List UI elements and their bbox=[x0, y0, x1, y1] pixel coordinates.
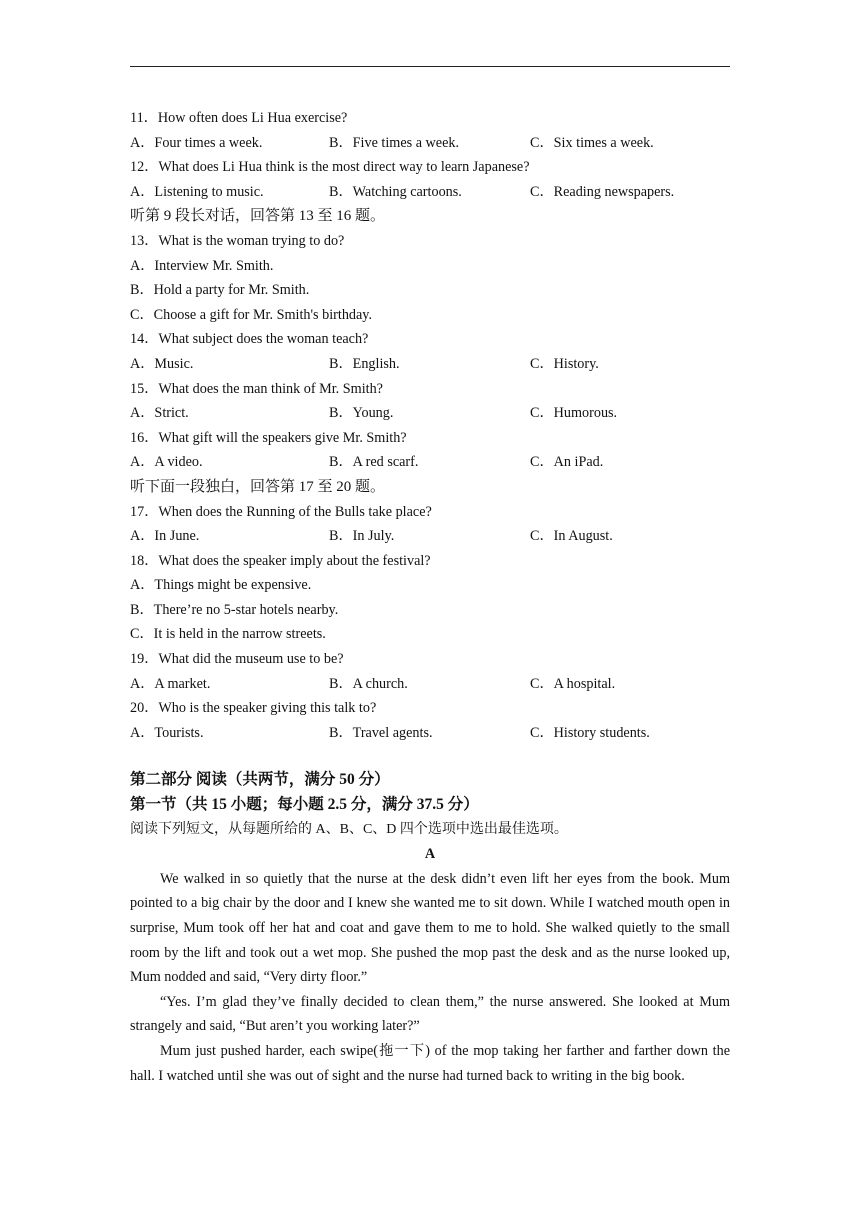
instruction-dialogue-9: 听第 9 段长对话，回答第 13 至 16 题。 bbox=[130, 208, 386, 225]
question-18-option-a: A．Things might be expensive. bbox=[130, 577, 312, 594]
question-17: 17．When does the Running of the Bulls take place? bbox=[130, 503, 432, 520]
question-15-options bbox=[130, 401, 730, 426]
question-13: 13．What is the woman trying to do? bbox=[130, 232, 345, 249]
question-15: 15．What does the man think of Mr. Smith? bbox=[130, 380, 383, 397]
option-b: B．In July. bbox=[329, 528, 395, 545]
question-11: 11．How often does Li Hua exercise? bbox=[130, 110, 348, 126]
paragraph-text: Mum just pushed harder, each swipe(拖一下) of the mop taking her farther and farther down the hall. I watched until she was out of sight and the nurse had turned back to writing in the big book. bbox=[130, 1042, 730, 1084]
question-13-option-c: C．Choose a gift for Mr. Smith's birthday. bbox=[130, 306, 373, 323]
question-13-option-b: B．Hold a party for Mr. Smith. bbox=[130, 282, 310, 299]
question-18: 18．What does the speaker imply about the festival? bbox=[130, 552, 431, 569]
paragraph-text: “Yes. I’m glad they’ve finally decided to clean them,” the nurse answered. She looked at Mum strangely and said, “But aren’t you working later?” bbox=[130, 993, 730, 1035]
question-20: 20．Who is the speaker giving this talk to? bbox=[130, 700, 377, 717]
question-19: 19．What did the museum use to be? bbox=[130, 651, 344, 668]
option-a: A．Tourists. bbox=[130, 724, 204, 741]
section-1-heading: 第一节（共 15 小题；每小题 2.5 分，满分 37.5 分） bbox=[130, 796, 479, 814]
option-a: A．Strict. bbox=[130, 405, 189, 422]
part-2-heading: 第二部分 阅读（共两节，满分 50 分） bbox=[130, 771, 390, 789]
option-c: C．History. bbox=[530, 355, 599, 372]
option-a: A．Music. bbox=[130, 355, 194, 372]
question-18-option-b: B．There’re no 5-star hotels nearby. bbox=[130, 601, 339, 618]
question-14: 14．What subject does the woman teach? bbox=[130, 331, 369, 348]
question-18-option-c: C．It is held in the narrow streets. bbox=[130, 626, 326, 643]
instruction-monologue: 听下面一段独白，回答第 17 至 20 题。 bbox=[130, 478, 386, 495]
option-a: A．Four times a week. bbox=[130, 134, 263, 151]
paragraph-text: We walked in so quietly that the nurse at the desk didn’t even lift her eyes from the book. Mum pointed to a big chair by the door and I knew she wanted me to sit down. While I watched mouth open in surprise, Mum took off her hat and coat and gave them to me to hold. She walked quietly to the small room by the lift and took out a wet mop. She pushed the mop past the desk and as the nurse looked up, Mum nodded and said, “Very dirty floor.” bbox=[130, 870, 730, 986]
option-c: C．A hospital. bbox=[530, 675, 616, 692]
option-c: C．Six times a week. bbox=[530, 134, 654, 151]
exam-content bbox=[130, 106, 730, 1088]
question-19-options bbox=[130, 672, 730, 697]
option-c: C．In August. bbox=[530, 528, 613, 545]
header-rule bbox=[130, 66, 730, 67]
option-c: C．Humorous. bbox=[530, 405, 618, 422]
question-17-options bbox=[130, 524, 730, 549]
option-a: A．A video. bbox=[130, 454, 203, 471]
option-b: B．A church. bbox=[329, 675, 408, 692]
question-12: 12．What does Li Hua think is the most direct way to learn Japanese? bbox=[130, 159, 530, 176]
option-a: A．A market. bbox=[130, 675, 211, 692]
question-20-options bbox=[130, 721, 730, 746]
question-12-options bbox=[130, 180, 730, 205]
question-13-option-a: A．Interview Mr. Smith. bbox=[130, 257, 274, 274]
passage-paragraph-1 bbox=[130, 867, 730, 990]
question-16-options bbox=[130, 450, 730, 475]
option-a: A．Listening to music. bbox=[130, 183, 264, 200]
question-16: 16．What gift will the speakers give Mr. Smith? bbox=[130, 429, 407, 446]
question-14-options bbox=[130, 352, 730, 377]
reading-instruction: 阅读下列短文，从每题所给的 A、B、C、D 四个选项中选出最佳选项。 bbox=[130, 821, 568, 837]
option-b: B．Watching cartoons. bbox=[329, 183, 462, 200]
option-b: B．Travel agents. bbox=[329, 724, 433, 741]
passage-paragraph-2 bbox=[130, 990, 730, 1039]
option-c: C．History students. bbox=[530, 724, 650, 741]
passage-paragraph-3 bbox=[130, 1039, 730, 1088]
option-a: A．In June. bbox=[130, 528, 200, 545]
option-b: B．Young. bbox=[329, 405, 394, 422]
option-c: C．Reading newspapers. bbox=[530, 183, 675, 200]
option-b: B．English. bbox=[329, 355, 400, 372]
question-11-options bbox=[130, 131, 730, 156]
option-b: B．Five times a week. bbox=[329, 134, 460, 151]
option-b: B．A red scarf. bbox=[329, 454, 419, 471]
option-c: C．An iPad. bbox=[530, 454, 604, 471]
passage-title: A bbox=[424, 846, 436, 863]
